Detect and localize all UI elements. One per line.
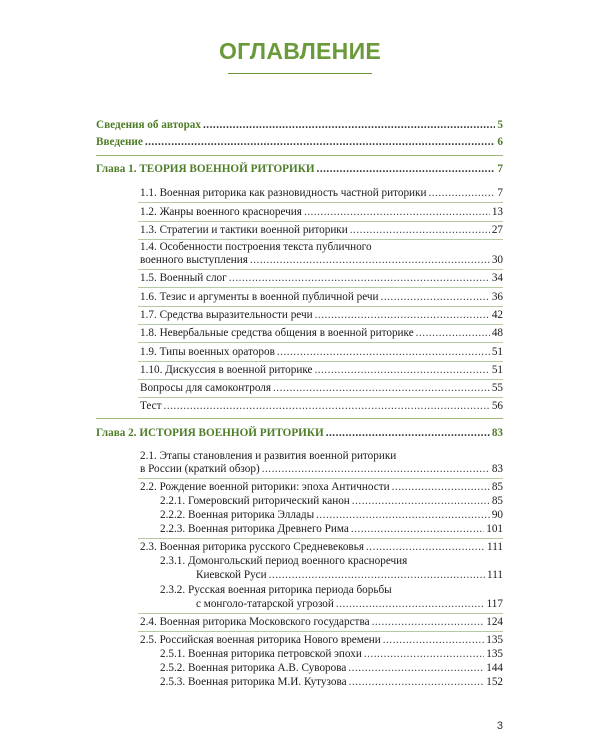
leader-dots (269, 569, 485, 582)
toc-entry-label: 1.10. Дискуссия в военной риторике (140, 364, 313, 376)
toc-entry-2-2-3[interactable] (160, 523, 503, 536)
toc-entry-label: 1.6. Тезис и аргументы в военной публичной речи (140, 291, 379, 303)
toc-page-number: 36 (491, 291, 503, 303)
toc-entry-label: 1.5. Военный слог (140, 272, 227, 284)
entry-divider (138, 202, 503, 203)
leader-dots (304, 206, 490, 219)
leader-dots (351, 523, 484, 536)
toc-page-number: 42 (491, 309, 503, 321)
toc-entry-1-10[interactable] (140, 364, 503, 377)
leader-dots (326, 427, 490, 440)
leader-dots (314, 364, 489, 377)
toc-page-number: 30 (491, 254, 503, 266)
leader-dots (352, 495, 490, 508)
toc-entry-2-5-2[interactable] (160, 662, 503, 675)
toc-entry-1-1[interactable] (140, 187, 503, 200)
toc-entry-label: Тест (140, 400, 162, 412)
toc-entry-2-3-2[interactable] (196, 598, 503, 611)
toc-entry-2-2[interactable] (140, 481, 503, 494)
page-title: ОГЛАВЛЕНИЕ (218, 38, 382, 64)
entry-divider (138, 613, 503, 614)
toc-page-number: 117 (486, 598, 503, 610)
section-divider (96, 155, 503, 156)
section-divider (96, 418, 503, 419)
leader-dots (428, 187, 495, 200)
toc-entry-label: 2.5. Российская военная риторика Нового времени (140, 634, 381, 646)
toc-page-number: 135 (486, 648, 503, 660)
toc-page-number: 101 (486, 523, 503, 535)
toc-entry-2-5-3[interactable] (160, 676, 503, 689)
toc-entry-2-5-1[interactable] (160, 648, 503, 661)
toc-page-number: 27 (491, 224, 503, 236)
toc-entry-1-7[interactable] (140, 309, 503, 322)
toc-chapter-2[interactable] (96, 427, 503, 440)
toc-entry-label: 2.5.3. Военная риторика М.И. Кутузова (160, 676, 347, 688)
toc-entry-2-5[interactable] (140, 634, 503, 647)
toc-entry-authors[interactable] (96, 119, 503, 132)
entry-divider (138, 538, 503, 539)
toc-page-number: 51 (491, 364, 503, 376)
page-number: 3 (496, 720, 503, 732)
toc-page-number: 6 (497, 136, 503, 148)
leader-dots (366, 541, 485, 554)
leader-dots (164, 400, 490, 413)
leader-dots (349, 676, 485, 689)
leader-dots (336, 598, 485, 611)
toc-entry-label: Глава 2. ИСТОРИЯ ВОЕННОЙ РИТОРИКИ (96, 427, 324, 439)
leader-dots (364, 648, 484, 661)
toc-entry-label: Глава 1. ТЕОРИЯ ВОЕННОЙ РИТОРИКИ (96, 163, 315, 175)
toc-entry-2-3-1[interactable] (196, 569, 503, 582)
toc-page-number: 56 (491, 400, 503, 412)
toc-entry-label: Введение (96, 136, 143, 148)
toc-entry-label: 1.7. Средства выразительности речи (140, 309, 313, 321)
toc-page-number: 124 (486, 616, 503, 628)
title-underline (228, 73, 372, 74)
entry-divider (138, 269, 503, 270)
toc-entry-test[interactable] (140, 400, 503, 413)
toc-entry-intro[interactable] (96, 136, 503, 149)
leader-dots (250, 254, 490, 267)
toc-entry-label: 2.3. Военная риторика русского Средневековья (140, 541, 364, 553)
toc-page-number: 152 (486, 676, 503, 688)
toc-page-number: 7 (497, 187, 503, 199)
entry-divider (138, 221, 503, 222)
toc-entry-1-4-line1[interactable]: 1.4. Особенности построения текста публичного (140, 241, 372, 253)
leader-dots (348, 662, 484, 675)
toc-entry-1-9[interactable] (140, 346, 503, 359)
toc-entry-label: 2.5.2. Военная риторика А.В. Суворова (160, 662, 347, 674)
entry-divider (138, 361, 503, 362)
toc-chapter-1[interactable] (96, 163, 503, 176)
toc-entry-1-6[interactable] (140, 291, 503, 304)
toc-page-number: 51 (491, 346, 503, 358)
toc-entry-2-1[interactable] (140, 463, 503, 476)
leader-dots (317, 163, 496, 176)
toc-entry-2-3-2-line1[interactable]: 2.3.2. Русская военная риторика периода борьбы (160, 584, 392, 596)
toc-entry-label: 2.2.1. Гомеровский риторический канон (160, 495, 350, 507)
toc-entry-label: Киевской Руси (196, 569, 267, 581)
toc-entry-self-check[interactable] (140, 382, 503, 395)
toc-entry-1-5[interactable] (140, 272, 503, 285)
toc-entry-label: Вопросы для самоконтроля (140, 382, 271, 394)
toc-page-number: 55 (491, 382, 503, 394)
toc-page-number: 85 (491, 481, 503, 493)
toc-entry-label: 2.4. Военная риторика Московского государства (140, 616, 370, 628)
toc-entry-label: 2.5.1. Военная риторика петровской эпохи (160, 648, 362, 660)
toc-entry-1-2[interactable] (140, 206, 503, 219)
leader-dots (145, 136, 496, 149)
toc-entry-label: 1.3. Стратегии и тактики военной риторики (140, 224, 348, 236)
toc-entry-1-8[interactable] (140, 327, 503, 340)
entry-divider (138, 379, 503, 380)
toc-entry-label: 1.1. Военная риторика как разновидность частной риторики (140, 187, 427, 199)
toc-page-number: 111 (487, 569, 503, 581)
toc-entry-label: Сведения об авторах (96, 119, 201, 131)
entry-divider (138, 306, 503, 307)
toc-entry-label: с монголо-татарской угрозой (196, 598, 334, 610)
leader-dots (416, 327, 490, 340)
toc-entry-2-1-line1[interactable]: 2.1. Этапы становления и развития военной риторики (140, 450, 397, 462)
leader-dots (229, 272, 490, 285)
leader-dots (350, 224, 490, 237)
toc-page-number: 83 (491, 427, 503, 439)
leader-dots (392, 481, 490, 494)
toc-entry-2-3-1-line1[interactable]: 2.3.1. Домонгольский период военного красноречия (160, 555, 408, 567)
toc-entry-2-4[interactable] (140, 616, 503, 629)
toc-entry-label: 2.2.2. Военная риторика Эллады (160, 509, 315, 521)
leader-dots (372, 616, 485, 629)
entry-divider (138, 324, 503, 325)
toc-entry-label: военного выступления (140, 254, 248, 266)
toc-entry-label: в России (краткий обзор) (140, 463, 260, 475)
toc-entry-2-2-2[interactable] (160, 509, 503, 522)
toc-page-number: 85 (491, 495, 503, 507)
leader-dots (383, 634, 484, 647)
toc-page-number: 90 (491, 509, 503, 521)
toc-entry-label: 2.2.3. Военная риторика Древнего Рима (160, 523, 349, 535)
leader-dots (316, 509, 490, 522)
toc-page-number: 111 (487, 541, 503, 553)
toc-entry-label: 1.8. Невербальные средства общения в военной риторике (140, 327, 414, 339)
toc-entry-label: 2.2. Рождение военной риторики: эпоха Античности (140, 481, 390, 493)
entry-divider (138, 478, 503, 479)
toc-page-number: 144 (486, 662, 503, 674)
toc-page-number: 34 (491, 272, 503, 284)
toc-page-number: 48 (491, 327, 503, 339)
toc-entry-2-3[interactable] (140, 541, 503, 554)
leader-dots (203, 119, 495, 132)
leader-dots (381, 291, 490, 304)
entry-divider (138, 397, 503, 398)
toc-page-number: 83 (491, 463, 503, 475)
toc-page-number: 13 (491, 206, 503, 218)
toc-page-number: 5 (497, 119, 503, 131)
toc-entry-label: 1.9. Типы военных ораторов (140, 346, 275, 358)
toc-page-number: 7 (497, 163, 503, 175)
toc-entry-1-3[interactable] (140, 224, 503, 237)
entry-divider (138, 342, 503, 343)
entry-divider (138, 631, 503, 632)
toc-entry-label: 1.2. Жанры военного красноречия (140, 206, 302, 218)
entry-divider (138, 239, 503, 240)
leader-dots (262, 463, 490, 476)
toc-entry-2-2-1[interactable] (160, 495, 503, 508)
toc-entry-1-4[interactable] (140, 254, 503, 267)
leader-dots (277, 346, 490, 359)
toc-page-number: 135 (486, 634, 503, 646)
entry-divider (138, 287, 503, 288)
leader-dots (273, 382, 490, 395)
leader-dots (315, 309, 490, 322)
